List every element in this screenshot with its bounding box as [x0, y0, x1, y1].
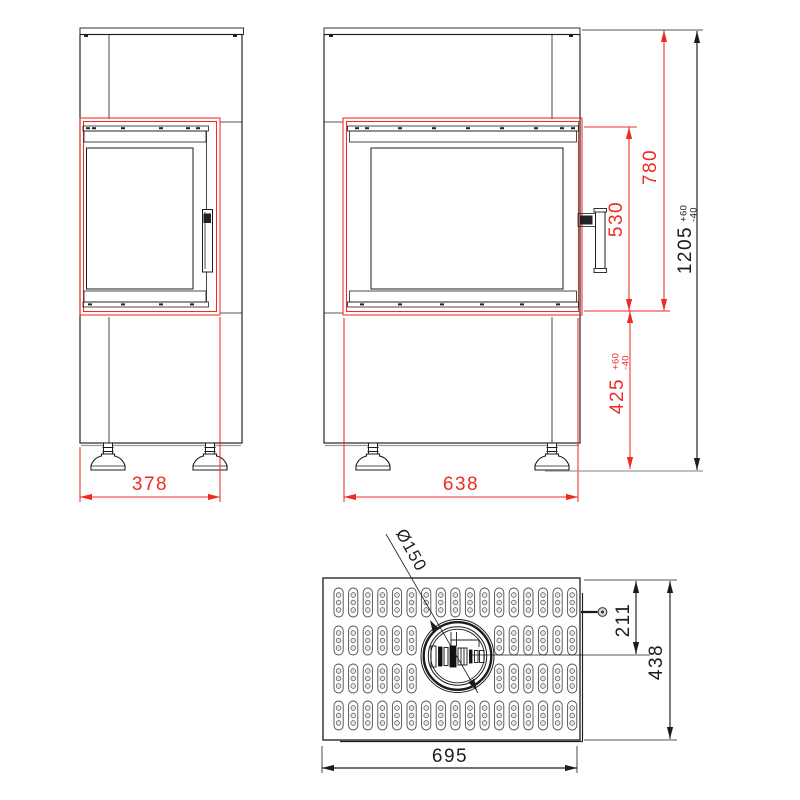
vent-slot	[553, 588, 562, 617]
vent-slot	[392, 701, 401, 730]
vent-slot	[480, 701, 489, 730]
vent-slot	[509, 626, 518, 655]
vent-slot	[568, 626, 577, 655]
dim-378-label: 378	[131, 474, 169, 495]
vent-slot	[436, 701, 445, 730]
vent-slot	[524, 664, 533, 693]
vent-slot	[495, 701, 504, 730]
vent-slot	[480, 588, 489, 617]
vent-slot	[465, 588, 474, 617]
vent-slot	[465, 701, 474, 730]
vent-slot	[553, 626, 562, 655]
vent-slot	[451, 701, 460, 730]
vent-slot	[524, 588, 533, 617]
dim-211-label: 211	[613, 602, 634, 638]
vent-slot	[568, 701, 577, 730]
vent-slot	[538, 701, 547, 730]
dim-638-label: 638	[442, 474, 480, 495]
dim-438-label: 438	[646, 643, 667, 681]
vent-slot	[378, 626, 387, 655]
vent-slot	[407, 626, 416, 655]
vent-slot	[568, 588, 577, 617]
vent-slot	[553, 701, 562, 730]
vent-slot	[334, 588, 343, 617]
dim-425-tol-plus: +60	[610, 352, 622, 370]
side-door-handle	[203, 210, 213, 273]
dim-695-label: 695	[431, 746, 469, 767]
vent-slot	[436, 588, 445, 617]
vent-slot	[538, 626, 547, 655]
vent-slot	[538, 664, 547, 693]
vent-slot	[334, 701, 343, 730]
vent-slot	[349, 664, 358, 693]
vent-slot	[349, 626, 358, 655]
vent-slot	[509, 701, 518, 730]
vent-slot	[538, 588, 547, 617]
vent-slot	[407, 664, 416, 693]
vent-slot	[363, 701, 372, 730]
vent-slot	[553, 664, 562, 693]
vent-slot	[422, 588, 431, 617]
vent-slot	[495, 664, 504, 693]
dim-530-label: 530	[606, 200, 627, 238]
dim-1205-label: 1205	[675, 225, 696, 275]
vent-slot	[378, 701, 387, 730]
vent-slot	[392, 626, 401, 655]
dim-425-label: 425	[607, 377, 628, 415]
vent-slot	[524, 626, 533, 655]
vent-slot	[349, 701, 358, 730]
vent-slot	[407, 588, 416, 617]
vent-slot	[363, 588, 372, 617]
dim-425-tol-minus: -40	[620, 355, 632, 370]
vent-slot	[509, 588, 518, 617]
vent-slot	[378, 664, 387, 693]
vent-slot	[495, 588, 504, 617]
vent-slot	[349, 588, 358, 617]
vent-slot	[334, 626, 343, 655]
vent-slot	[378, 588, 387, 617]
vent-slot	[568, 664, 577, 693]
vent-slot	[422, 701, 431, 730]
vent-slot	[524, 701, 533, 730]
dim-flue-diameter-label: Ø150	[391, 525, 431, 575]
vent-slot	[363, 626, 372, 655]
vent-slot	[509, 664, 518, 693]
dim-1205-tol-plus: +60	[678, 204, 690, 222]
dim-780-label: 780	[640, 148, 661, 186]
dim-1205-tol-minus: -40	[688, 207, 700, 222]
vent-slot	[392, 664, 401, 693]
vent-slot	[407, 701, 416, 730]
vent-slot	[363, 664, 372, 693]
vent-slot	[451, 588, 460, 617]
damper-knob-center	[601, 611, 604, 614]
vent-slot	[495, 626, 504, 655]
vent-slot	[392, 588, 401, 617]
vent-slot	[334, 664, 343, 693]
